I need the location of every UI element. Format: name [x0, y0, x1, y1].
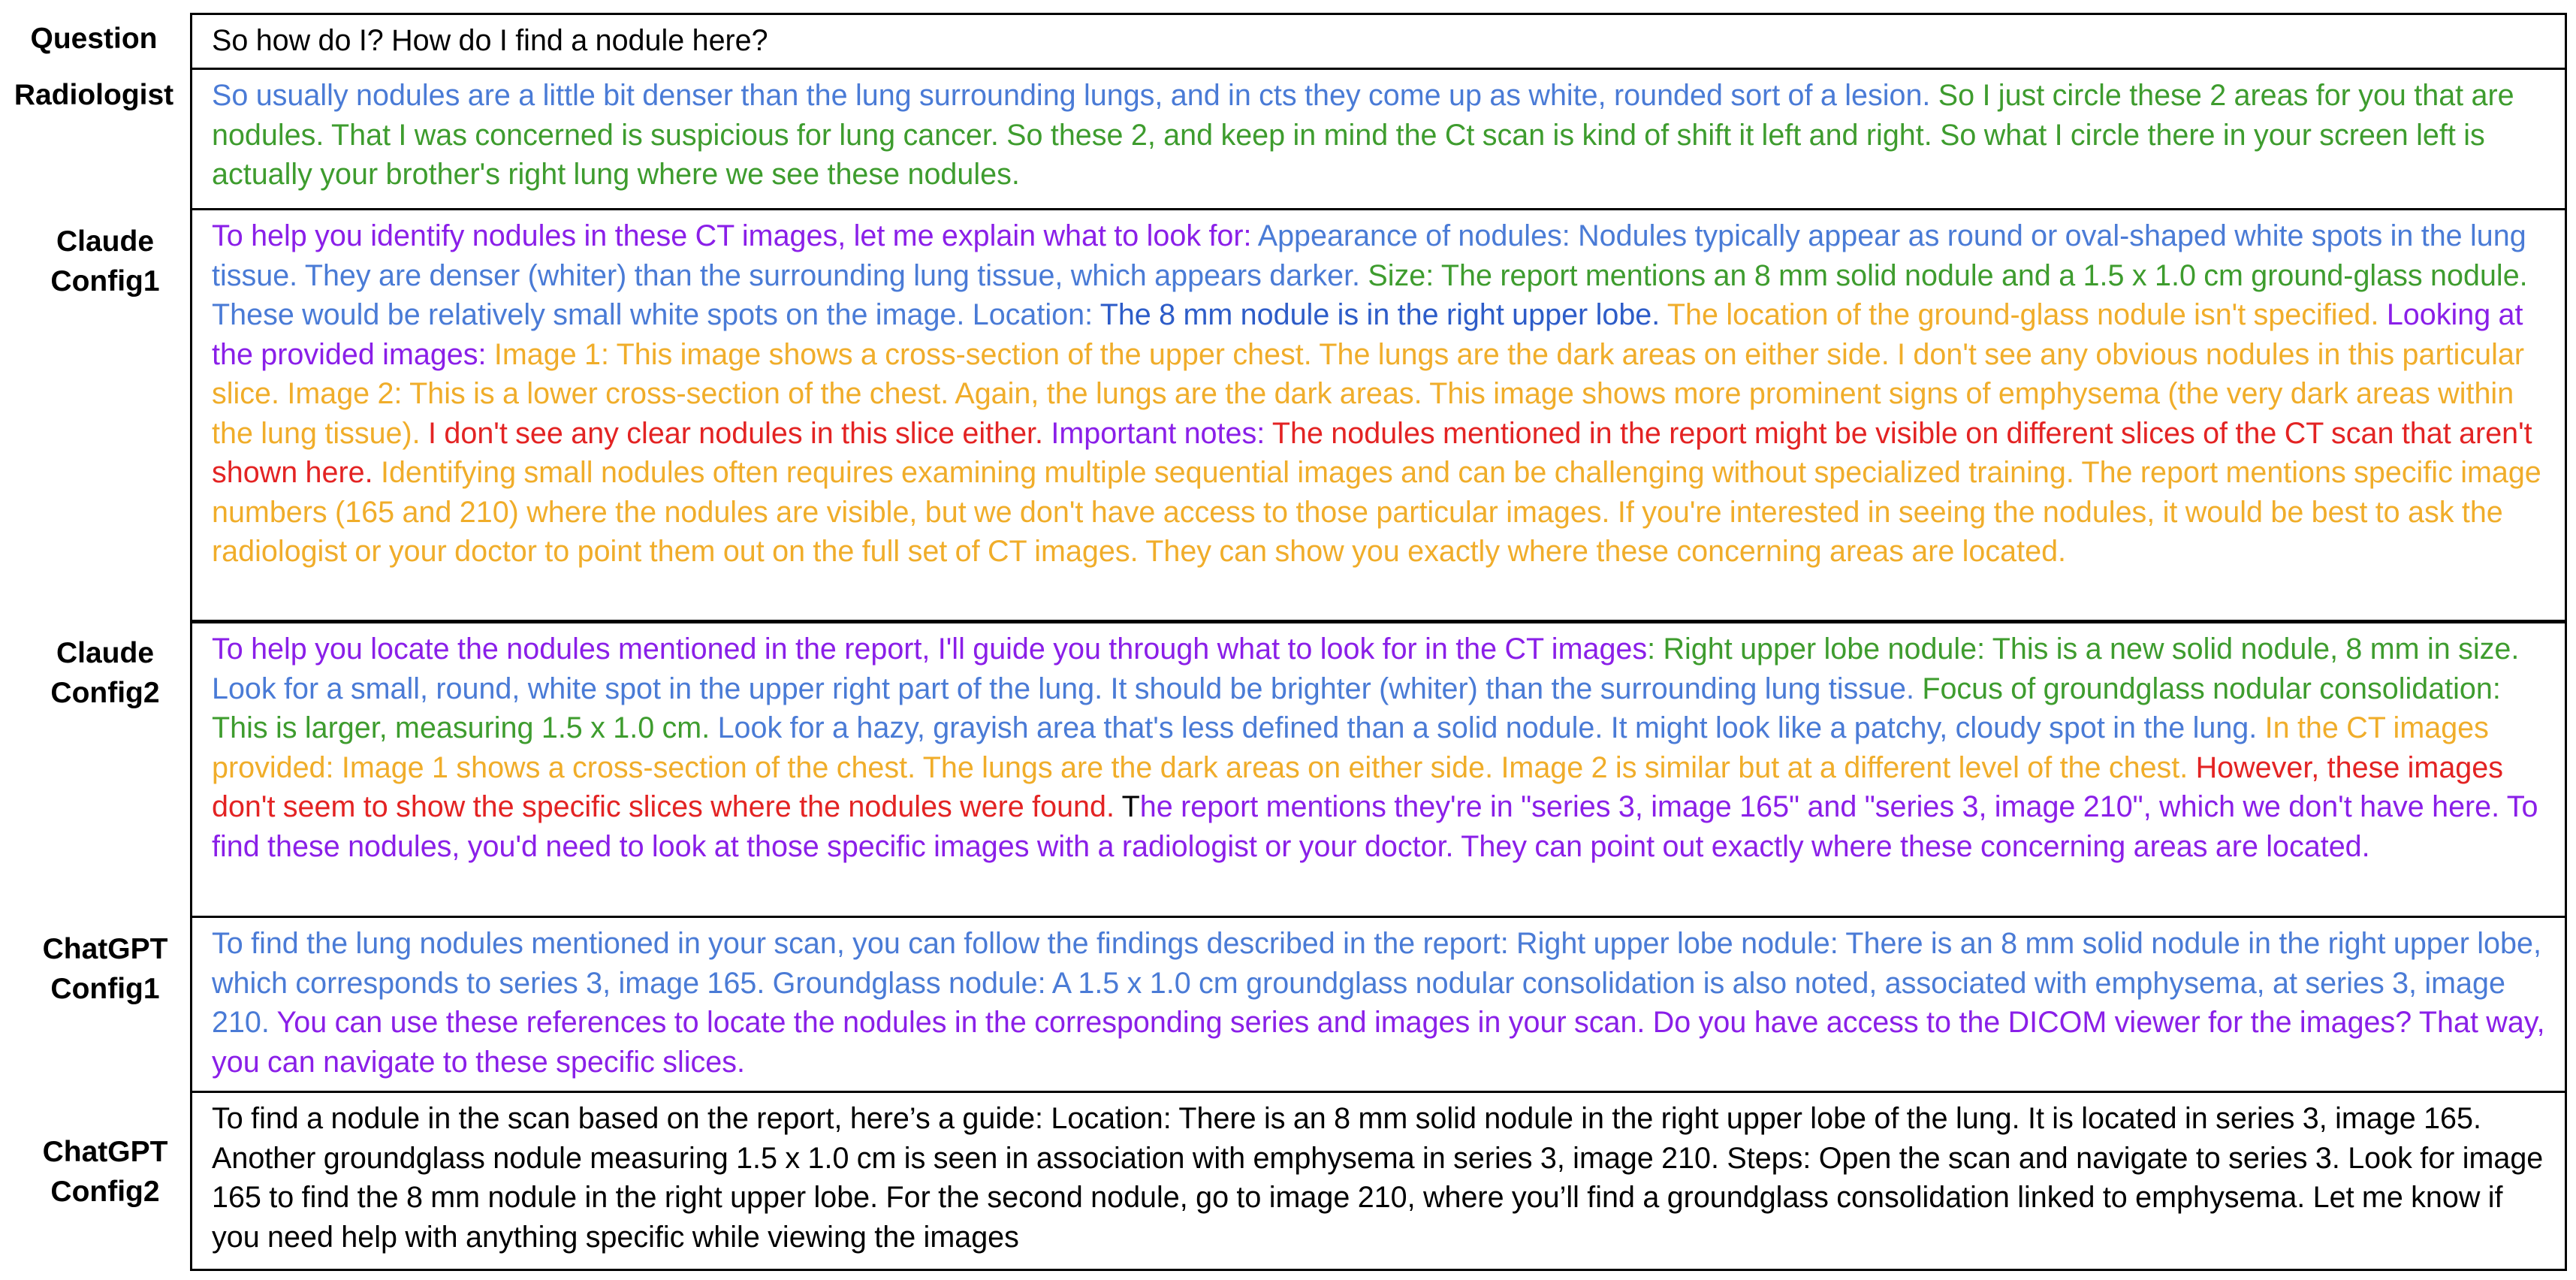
- text-segment: Look for a small, round, white spot in the upper right part of the lung. It should be brighter (whiter) than the surrounding lung tissue.: [212, 672, 1923, 705]
- text-segment: To help you locate the nodules mentioned in the report, I'll guide you through what to look for in the CT images: [212, 632, 1648, 666]
- row-text: [212, 629, 2556, 866]
- row-label: [0, 929, 210, 1009]
- text-segment: These would be relatively small white spots on the image. Location:: [212, 298, 1100, 331]
- text-segment: The nodules mentioned in the report might be visible on different slices of the CT scan that aren't shown here.: [212, 416, 2532, 489]
- text-segment: So how do I? How do I find a nodule here?: [212, 24, 768, 57]
- text-segment: The 8 mm nodule is in the right upper lobe.: [1099, 298, 1667, 331]
- row-chatgpt-config2: [0, 1091, 2576, 1271]
- row-text: [212, 924, 2556, 1082]
- text-segment: However, these images don't seem to show the specific slices where the nodules were found.: [212, 750, 2503, 823]
- text-segment: Appearance of nodules: Nodules typically appear as round or oval-shaped white spots in the lung tissue. They are denser (whiter) than the surrounding lung tissue, which appears darker.: [212, 219, 2526, 292]
- row-label-text: ChatGPT Config1: [42, 933, 168, 1005]
- text-segment: So I just circle these 2 areas for you that are nodules. That I was concerned is suspicious for lung cancer. So these 2, and keep in mind the Ct scan is kind of shift it left and right. So what I circle there in your screen left is actually your brother's right lung where we see these nodules.: [212, 79, 2514, 191]
- text-segment: Image 1: This image shows a cross-section of the upper chest. The lungs are the dark areas on either side. I don't see any obvious nodules in this particular slice. Image 2: This is a lower cross-section of the chest. Again, the lungs are the dark areas. This image shows more prominent signs of emphysema (the very dark areas within the lung tissue).: [212, 337, 2525, 450]
- text-segment: Important notes:: [1051, 416, 1272, 450]
- row-cell: [190, 68, 2567, 208]
- text-segment: Focus of groundglass nodular consolidation: This is larger, measuring 1.5 x 1.0 cm.: [212, 672, 2501, 744]
- row-chatgpt-config1: [0, 916, 2576, 1091]
- text-segment: You can use these references to locate the nodules in the corresponding series and images in your scan. Do you have access to the DICOM viewer for the images? That way, you can navigate to these specific slices.: [212, 1006, 2545, 1079]
- row-text: [212, 216, 2556, 572]
- row-text: [212, 21, 2556, 61]
- row-cell: [190, 1091, 2567, 1271]
- row-label-text: Radiologist: [14, 79, 174, 111]
- row-label-text: Claude Config1: [50, 225, 160, 297]
- text-segment: Look for a hazy, grayish area that's less defined than a solid nodule. It might look like a patchy, cloudy spot in the lung.: [717, 711, 2265, 744]
- text-segment: Looking at the provided images:: [212, 298, 2523, 371]
- row-label-text: Question: [30, 23, 158, 55]
- text-segment: I don't see any clear nodules in this slice either.: [428, 416, 1051, 450]
- text-segment: To find a nodule in the scan based on the report, here’s a guide: Location: There is an 8 mm solid nodule in the right upper lobe of the lung. It is located in series 3, image 165. Another groundglass nodule measuring 1.5 x 1.0 cm is seen in association with emphysema in series 3, image 210. Steps: Open the scan and navigate to series 3. Look for image 165 to find the 8 mm nodule in the right upper lobe. For the second nodule, go to image 210, where you’ll find a groundglass consolidation linked to emphysema. Let me know if you need help with anything specific while viewing the images: [212, 1102, 2544, 1254]
- text-segment: Size: The report mentions an 8 mm solid nodule and a 1.5 x 1.0 cm ground-glass nodule.: [1368, 258, 2528, 292]
- text-segment: The location of the ground-glass nodule isn't specified.: [1667, 298, 2387, 331]
- row-label: [0, 75, 188, 115]
- row-label: [0, 633, 210, 713]
- row-label-text: ChatGPT Config2: [42, 1136, 168, 1208]
- text-segment: In the CT images provided: Image 1 shows a cross-section of the chest. The lungs are the dark areas on either side. Image 2 is similar but at a different level of the chest.: [212, 711, 2489, 784]
- text-segment: So usually nodules are a little bit denser than the lung surrounding lungs, and in cts they come up as white, rounded sort of a lesion.: [212, 79, 1938, 112]
- row-cell: [190, 916, 2567, 1091]
- row-claude-config2: [0, 620, 2576, 916]
- row-label-text: Claude Config2: [50, 637, 160, 709]
- text-segment: T: [1121, 790, 1140, 823]
- row-cell: [190, 620, 2567, 916]
- text-segment: Identifying small nodules often requires examining multiple sequential images and can be challenging without specialized training. The report mentions specific image numbers (165 and 210) where the nodules are visible, but we don't have access to those particular images. If you're interested in seeing the nodules, it would be best to ask the radiologist or your doctor to point them out on the full set of CT images. They can show you exactly where these concerning areas are located.: [212, 456, 2541, 568]
- row-claude-config1: [0, 208, 2576, 620]
- text-segment: : Right upper lobe nodule: This is a new solid nodule, 8 mm in size.: [1647, 632, 2520, 666]
- row-text: [212, 76, 2556, 195]
- row-question: [0, 13, 2576, 68]
- row-radiologist: [0, 68, 2576, 208]
- row-text: [212, 1099, 2556, 1257]
- row-cell: [190, 13, 2567, 68]
- row-label: [0, 1132, 210, 1212]
- row-label: [0, 222, 210, 301]
- text-segment: he report mentions they're in "series 3, image 165" and "series 3, image 210", which we don't have here. To find these nodules, you'd need to look at those specific images with a radiologist or your doctor. They can point out exactly where these concerning areas are located.: [212, 790, 2538, 863]
- row-cell: [190, 208, 2567, 620]
- text-segment: To help you identify nodules in these CT images, let me explain what to look for:: [212, 219, 1258, 252]
- text-segment: To find the lung nodules mentioned in your scan, you can follow the findings described in the report: Right upper lobe nodule: There is an 8 mm solid nodule in the right upper lobe, which corresponds to series 3, image 165. Groundglass nodule: A 1.5 x 1.0 cm groundglass nodular consolidation is also noted, associated with emphysema, at series 3, image 210.: [212, 927, 2541, 1039]
- row-label: [0, 19, 188, 59]
